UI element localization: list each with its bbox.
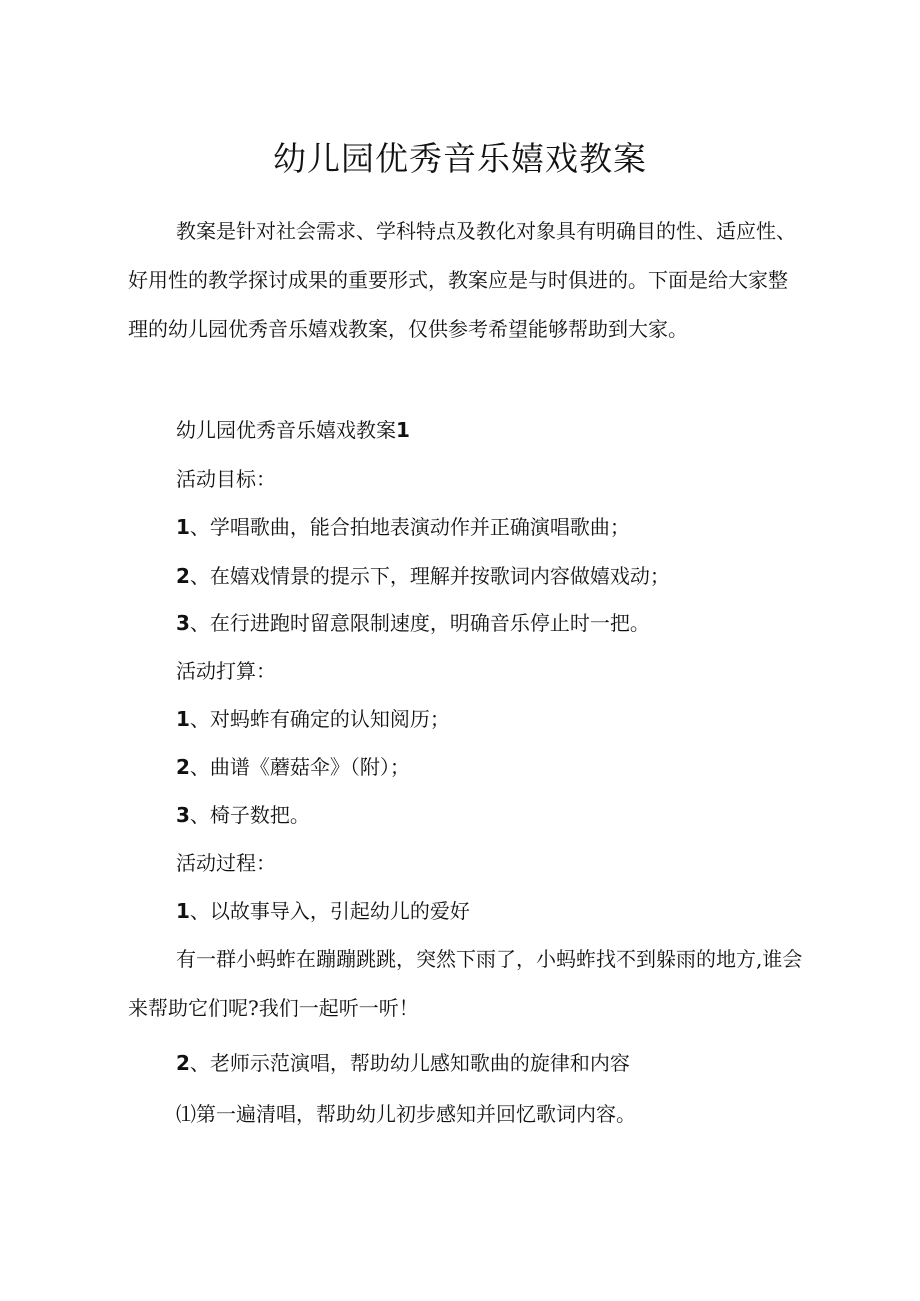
- story-text: 有一群小蚂蚱在蹦蹦跳跳，突然下雨了，小蚂蚱找不到躲雨的地方,谁会来帮助它们呢?我们一起听一听！: [128, 947, 803, 1020]
- section-heading: [176, 415, 410, 445]
- step-text: 、老师示范演唱，帮助幼儿感知歌曲的旋律和内容: [189, 1051, 630, 1075]
- prep-item: [176, 704, 450, 734]
- goal-text: 、学唱歌曲，能合拍地表演动作并正确演唱歌曲；: [189, 515, 630, 539]
- step-number: 1: [176, 899, 190, 923]
- prep-text: 、曲谱《蘑菇伞》（附）；: [189, 755, 410, 779]
- prep-label: 活动打算：: [176, 659, 276, 683]
- prep-number: 3: [176, 803, 190, 827]
- prep-item: [176, 800, 310, 830]
- goal-text: 、在行进跑时留意限制速度，明确音乐停止时一把。: [189, 611, 650, 635]
- goal-number: 2: [176, 564, 190, 588]
- prep-text: 、椅子数把。: [189, 803, 310, 827]
- section-heading-number: 1: [396, 418, 410, 442]
- story-paragraph: [128, 935, 804, 1033]
- goal-item: [176, 608, 650, 638]
- prep-text: 、对蚂蚱有确定的认知阅历；: [189, 707, 450, 731]
- prep-item: [176, 752, 410, 782]
- goal-text: 、在嬉戏情景的提示下，理解并按歌词内容做嬉戏动；: [189, 564, 670, 588]
- process-step: [176, 1048, 630, 1078]
- goal-item: [176, 512, 630, 542]
- document-title: 幼儿园优秀音乐嬉戏教案: [273, 139, 647, 178]
- goals-label: 活动目标：: [176, 467, 276, 491]
- prep-number: 2: [176, 755, 190, 779]
- goal-number: 1: [176, 515, 190, 539]
- process-label: 活动过程：: [176, 851, 276, 875]
- process-substep: ⑴第一遍清唱，帮助幼儿初步感知并回忆歌词内容。: [176, 1102, 636, 1126]
- step-text: 、以故事导入，引起幼儿的爱好: [189, 899, 470, 923]
- goal-number: 3: [176, 611, 190, 635]
- prep-number: 1: [176, 707, 190, 731]
- section-heading-text: 幼儿园优秀音乐嬉戏教案: [176, 418, 396, 442]
- intro-paragraph: [128, 207, 804, 354]
- intro-text: 教案是针对社会需求、学科特点及教化对象具有明确目的性、适应性、好用性的教学探讨成果的重要形式，教案应是与时俱进的。下面是给大家整理的幼儿园优秀音乐嬉戏教案，仅供参考希望能够帮助到大家。: [128, 219, 796, 341]
- goal-item: [176, 561, 670, 591]
- process-step: [176, 896, 470, 926]
- step-number: 2: [176, 1051, 190, 1075]
